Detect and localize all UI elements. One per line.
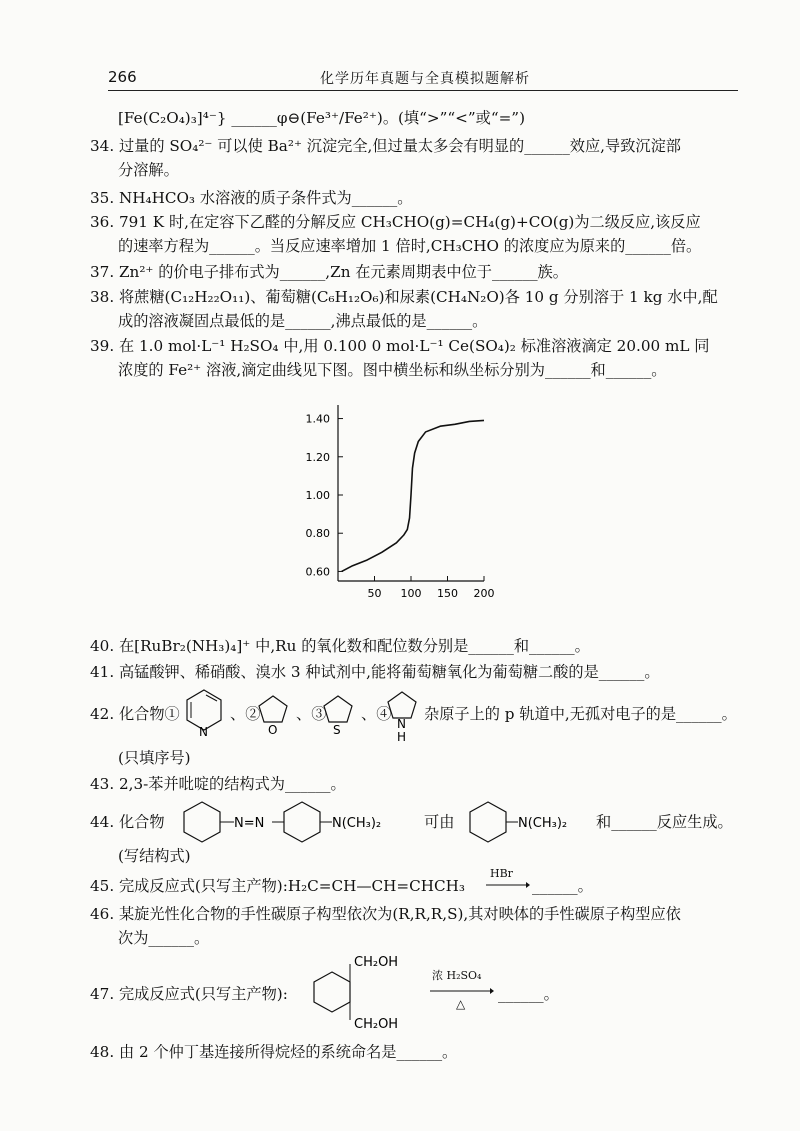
dimethylaniline-structure bbox=[464, 796, 594, 846]
q45-line: 45. 完成反应式(只写主产物):H₂C=CH—CH=CHCH₃ bbox=[90, 877, 465, 895]
pyridine-structure bbox=[183, 686, 225, 738]
thiophene-s-label: S bbox=[333, 723, 341, 736]
q45-end: ______。 bbox=[532, 877, 593, 895]
q38-line2: 成的溶液凝固点最低的是______,沸点最低的是______。 bbox=[118, 312, 488, 330]
y-tick-label: 1.20 bbox=[305, 450, 330, 464]
y-tick-label: 0.80 bbox=[305, 527, 330, 541]
q37-line: 37. Zn²⁺ 的价电子排布式为______,Zn 在元素周期表中位于______族。 bbox=[90, 263, 568, 281]
q48-line: 48. 由 2 个仲丁基连接所得烷烃的系统命名是______。 bbox=[90, 1043, 458, 1061]
y-tick-label: 0.60 bbox=[305, 565, 330, 579]
pyridine-n-label: N bbox=[199, 725, 208, 738]
titration-chart bbox=[290, 395, 510, 605]
page-number: 266 bbox=[108, 68, 137, 86]
x-tick-label: 100 bbox=[400, 587, 422, 600]
titration-curve bbox=[342, 420, 484, 571]
page-header bbox=[108, 62, 738, 91]
nme2-label-1: N(CH₃)₂ bbox=[332, 816, 382, 831]
q33-head: [Fe(C₂O₄)₃]⁴⁻ bbox=[118, 109, 217, 127]
q39-line1: 39. 在 1.0 mol·L⁻¹ H₂SO₄ 中,用 0.100 0 mol·L⁻¹ Ce(SO₄)₂ 标准溶液滴定 20.00 mL 同 bbox=[90, 337, 710, 355]
ch2oh-bottom-label: CH₂OH bbox=[354, 1017, 399, 1032]
benzenedimethanol-structure bbox=[304, 950, 424, 1036]
q44-mid: 可由 bbox=[424, 813, 455, 831]
q36-line1: 36. 791 K 时,在定容下乙醛的分解反应 CH₃CHO(g)=CH₄(g)+CO(g)为二级反应,该反应 bbox=[90, 213, 701, 231]
ch2oh-top-label: CH₂OH bbox=[354, 955, 399, 970]
y-tick-label: 1.40 bbox=[305, 412, 330, 426]
book-title: 化学历年真题与全真模拟题解析 bbox=[320, 71, 530, 87]
q33-tail: } ______φ⊖(Fe³⁺/Fe²⁺)。(填“>”“<”或“=”) bbox=[216, 109, 525, 127]
q35-line: 35. NH₄HCO₃ 水溶液的质子条件式为______。 bbox=[90, 189, 413, 207]
pyrrole-h-label: H bbox=[397, 730, 407, 742]
q45-reagent: HBr bbox=[490, 867, 513, 880]
q39-line2: 浓度的 Fe²⁺ 溶液,滴定曲线见下图。图中横坐标和纵坐标分别为______和______。 bbox=[118, 361, 667, 379]
y-tick-label: 1.00 bbox=[305, 489, 330, 502]
q41-line: 41. 高锰酸钾、稀硝酸、溴水 3 种试剂中,能将葡萄糖氧化为葡萄糖二酸的是______。 bbox=[90, 663, 660, 681]
azo-label: N=N bbox=[234, 816, 265, 831]
q47-prefix: 47. 完成反应式(只写主产物): bbox=[90, 985, 288, 1003]
q42-suffix: 杂原子上的 p 轨道中,无孤对电子的是______。 bbox=[424, 705, 737, 723]
q42-sep4: 、④ bbox=[361, 705, 392, 723]
azo-compound-structure bbox=[172, 796, 422, 846]
q47-reagent-top: 浓 H₂SO₄ bbox=[432, 969, 482, 982]
q34-line1: 34. 过量的 SO₄²⁻ 可以使 Ba²⁺ 沉淀完全,但过量太多会有明显的______效应,导致沉淀部 bbox=[90, 137, 681, 155]
q46-line2: 次为______。 bbox=[118, 929, 210, 947]
q44-prefix: 44. 化合物 bbox=[90, 813, 165, 831]
x-tick-label: 200 bbox=[473, 587, 495, 600]
q42-note: (只填序号) bbox=[118, 749, 191, 767]
thiophene-structure bbox=[318, 688, 358, 736]
q44-note: (写结构式) bbox=[118, 847, 191, 865]
x-tick-label: 50 bbox=[367, 587, 382, 600]
pyrrole-structure bbox=[382, 686, 422, 742]
q36-line2: 的速率方程为______。当反应速率增加 1 倍时,CH₃CHO 的浓度应为原来的______倍。 bbox=[118, 237, 702, 255]
q44-suffix: 和______反应生成。 bbox=[596, 813, 733, 831]
x-tick-label: 150 bbox=[437, 587, 458, 600]
q34-line2: 分溶解。 bbox=[118, 161, 179, 179]
q42-sep3: 、③ bbox=[296, 705, 327, 723]
q47-end: ______。 bbox=[498, 985, 559, 1003]
q38-line1: 38. 将蔗糖(C₁₂H₂₂O₁₁)、葡萄糖(C₆H₁₂O₆)和尿素(CH₄N₂O)各 10 g 分别溶于 1 kg 水中,配 bbox=[90, 288, 718, 306]
q46-line1: 46. 某旋光性化合物的手性碳原子构型依次为(R,R,R,S),其对映体的手性碳原子构型应依 bbox=[90, 905, 681, 923]
q43-line: 43. 2,3-苯并吡啶的结构式为______。 bbox=[90, 775, 346, 793]
q40-line: 40. 在[RuBr₂(NH₃)₄]⁺ 中,Ru 的氧化数和配位数分别是______和______。 bbox=[90, 637, 590, 655]
furan-structure bbox=[253, 688, 293, 736]
nme2-label-2: N(CH₃)₂ bbox=[518, 816, 568, 831]
furan-o-label: O bbox=[268, 723, 278, 736]
q42-prefix: 42. 化合物① bbox=[90, 705, 180, 723]
pyrrole-n-label: N bbox=[397, 717, 406, 731]
q45-arrow bbox=[486, 880, 530, 890]
q42-sep2: 、② bbox=[230, 705, 261, 723]
q47-reagent-bottom: △ bbox=[456, 997, 466, 1011]
q33-line bbox=[118, 108, 525, 128]
